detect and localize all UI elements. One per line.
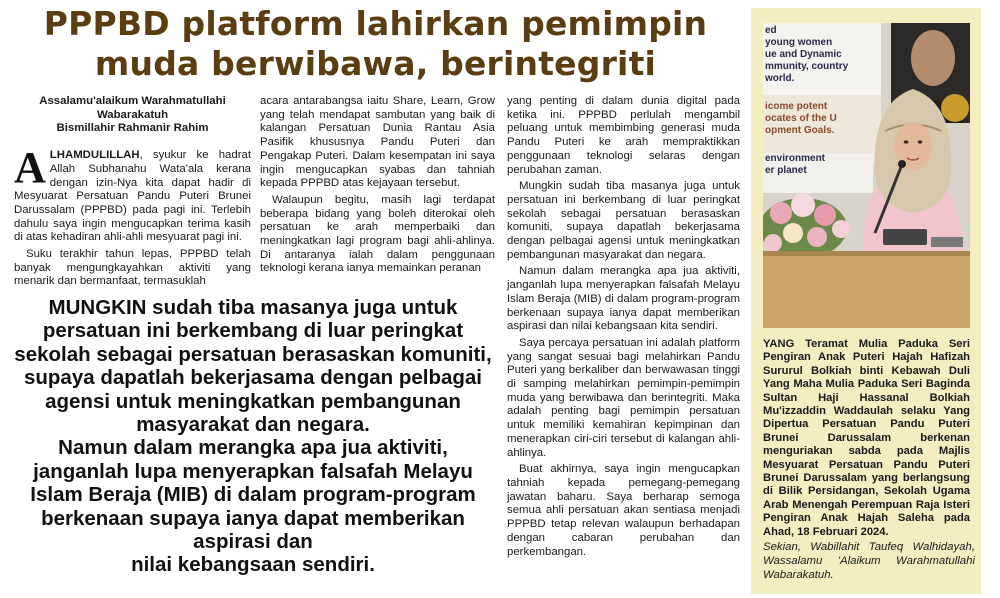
paragraph: Walaupun begitu, masih lagi terdapat beberapa bidang yang boleh diterokai oleh persatuan ke arah memperbaiki dan meningkatkan lagi program bagi ahli-ahlinya. Di antaranya ialah dalam penggunaan teknologi kerana ianya memainkan peranan (260, 193, 495, 275)
pull-quote (8, 296, 498, 577)
paragraph: Suku terakhir tahun lepas, PPPBD telah banyak mengungkayahkan aktiviti yang menarik dan bermanfaat, termasuklah (14, 248, 251, 288)
backdrop-text: mmunity, country (765, 61, 849, 72)
pull-quote-line: supaya dapatlah bekerjasama dengan pelbagai (23, 366, 482, 390)
article-column-3 (507, 95, 740, 562)
pull-quote-line: MUNGKIN sudah tiba masanya juga untuk (48, 296, 458, 319)
article-column-1 (14, 95, 251, 292)
backdrop-text: icome potent (765, 101, 828, 112)
backdrop-text: young women (765, 37, 833, 48)
pull-quote-line: nilai kebangsaan sendiri. (131, 553, 375, 577)
salutation-line-3: Bismillahir Rahmanir Rahim (56, 122, 209, 135)
paragraph-opening (14, 143, 251, 245)
salutation-line-2: Wabarakatuh (96, 108, 169, 121)
paragraph: Buat akhirnya, saya ingin mengucapkan tahniah kepada pemegang-pemegang jawatan baharu. Saya berharap semoga semua ahli persatuan akan sentiasa menjadi PPPBD tetap relevan walaupun berhadapan dengan cabaran perubahan dan perkembangan. (507, 463, 740, 558)
salutation-line-1: Assalamu'alaikum Warahmatullahi (39, 95, 226, 107)
photo-illustration (763, 23, 970, 328)
backdrop-text: er planet (765, 165, 807, 176)
backdrop-text: ed (765, 25, 777, 36)
paragraph: yang penting di dalam dunia digital pada ketika ini. PPPBD perlulah mengambil peluang untuk membimbing generasi muda Pandu Puteri ke arah mempraktikkan penggunaan teknologi selaras dengan perubahan zaman. (507, 95, 740, 176)
news-photo (763, 23, 970, 328)
pull-quote-line: Namun dalam merangka apa jua aktiviti, (58, 436, 448, 460)
pull-quote-line: sekolah sebagai persatuan berasaskan komuniti, (14, 342, 492, 366)
pull-quote-line: masyarakat dan negara. (136, 413, 370, 437)
headline-line-1: PPPBD platform lahirkan pemimpin (43, 4, 708, 43)
pull-quote-line: janganlah lupa menyerapkan falsafah Melayu (33, 459, 473, 483)
drop-cap: A (14, 143, 46, 193)
photo-caption: YANG Teramat Mulia Paduka Seri Pengiran Anak Puteri Hajah Hafizah Sururul Bolkiah binti Kebawah Duli Yang Maha Mulia Paduka Seri Baginda Sultan Haji Hassanal Bolkiah Mu'izzaddin Waddaulah selaku Yang Dipertua Persatuan Pandu Puteri Brunei Darussalam berkenan menguriakan sabda pada Majlis Mesyuarat Persatuan Pandu Puteri Brunei Darussalam yang berlangsung di Bilik Persidangan, Sekolah Ugama Arab Menengah Perempuan Raja Isteri Pengiran Anak Hajah Saleha pada Ahad, 18 Februari 2024. (763, 338, 970, 538)
paragraph: Mungkin sudah tiba masanya juga untuk persatuan ini berkembang di luar peringkat sekolah sebagai persatuan berasaskan komuniti, supaya dapatlah bekerjasama dengan pelbagai agensi untuk meningkatkan pembangunan masyarakat dan negara. (507, 180, 740, 261)
paragraph-opening-text: , syukur ke hadrat Allah Subhanahu Wata'ala kerana dengan izin-Nya kita dapat hadir di Mesyuarat Persatuan Pandu Puteri Brunei Darussalam (PPPBD) pada pagi ini. Terlebih dahulu saya ingin mengucapkan terima kasih di atas kehadiran ahli-ahli mesyuarat pagi ini. (14, 149, 251, 244)
headline (8, 4, 743, 84)
paragraph: Namun dalam merangka apa jua aktiviti, janganlah lupa menyerapkan falsafah Melayu Islam Beraja (MIB) di dalam program-program berkenaan supaya ianya dapat memberikan aspirasi dan nilai kebangsaan kita sendiri. (507, 265, 740, 333)
paragraph: acara antarabangsa iaitu Share, Learn, Grow yang telah mendapat sambutan yang baik di kalangan Persatuan Dunia Rantau Asia Pasifik khususnya Pandu Puteri dan Pengakap Puteri. Dalam kesempatan ini saya ingin mengucapkan syabas dan tahniah kepada PPPBD atas kejayaan tersebut. (260, 95, 495, 190)
pull-quote-line: berkenaan supaya ianya dapat memberikan (41, 506, 465, 530)
backdrop-text: ocates of the U (765, 113, 837, 124)
headline-line-2: muda berwibawa, berintegriti (94, 44, 657, 83)
article-column-2 (260, 95, 495, 279)
pull-quote-line: persatuan ini berkembang di luar peringkat (42, 319, 464, 343)
opening-salutation (14, 95, 251, 136)
lead-word: LHAMDULILLAH (49, 149, 140, 162)
pull-quote-line: agensi untuk meningkatkan pembangunan (45, 389, 461, 413)
paragraph: Saya percaya persatuan ini adalah platform yang sangat sesuai bagi melahirkan Pandu Puteri yang berkaliber dan berwawasan tinggi di samping melahirkan pemimpin-pemimpin muda yang berwibawa dan berintegriti. Maka adalah penting bagi pemimpin persatuan untuk memiliki kemahiran kepimpinan dan menerapkan ciri-ciri tersebut di kalangan ahli-ahlinya. (507, 336, 740, 459)
backdrop-text: ue and Dynamic (765, 49, 842, 60)
pull-quote-line: Islam Beraja (MIB) di dalam program-program (30, 483, 476, 507)
backdrop-text: opment Goals. (765, 125, 835, 136)
backdrop-text: environment (765, 153, 826, 164)
pull-quote-line: aspirasi dan (193, 530, 313, 554)
closing-salutation: Sekian, Wabillahit Taufeq Walhidayah, Wassalamu 'Alaikum Warahmatullahi Wabarakatuh. (763, 541, 975, 581)
backdrop-text: world. (765, 73, 795, 84)
